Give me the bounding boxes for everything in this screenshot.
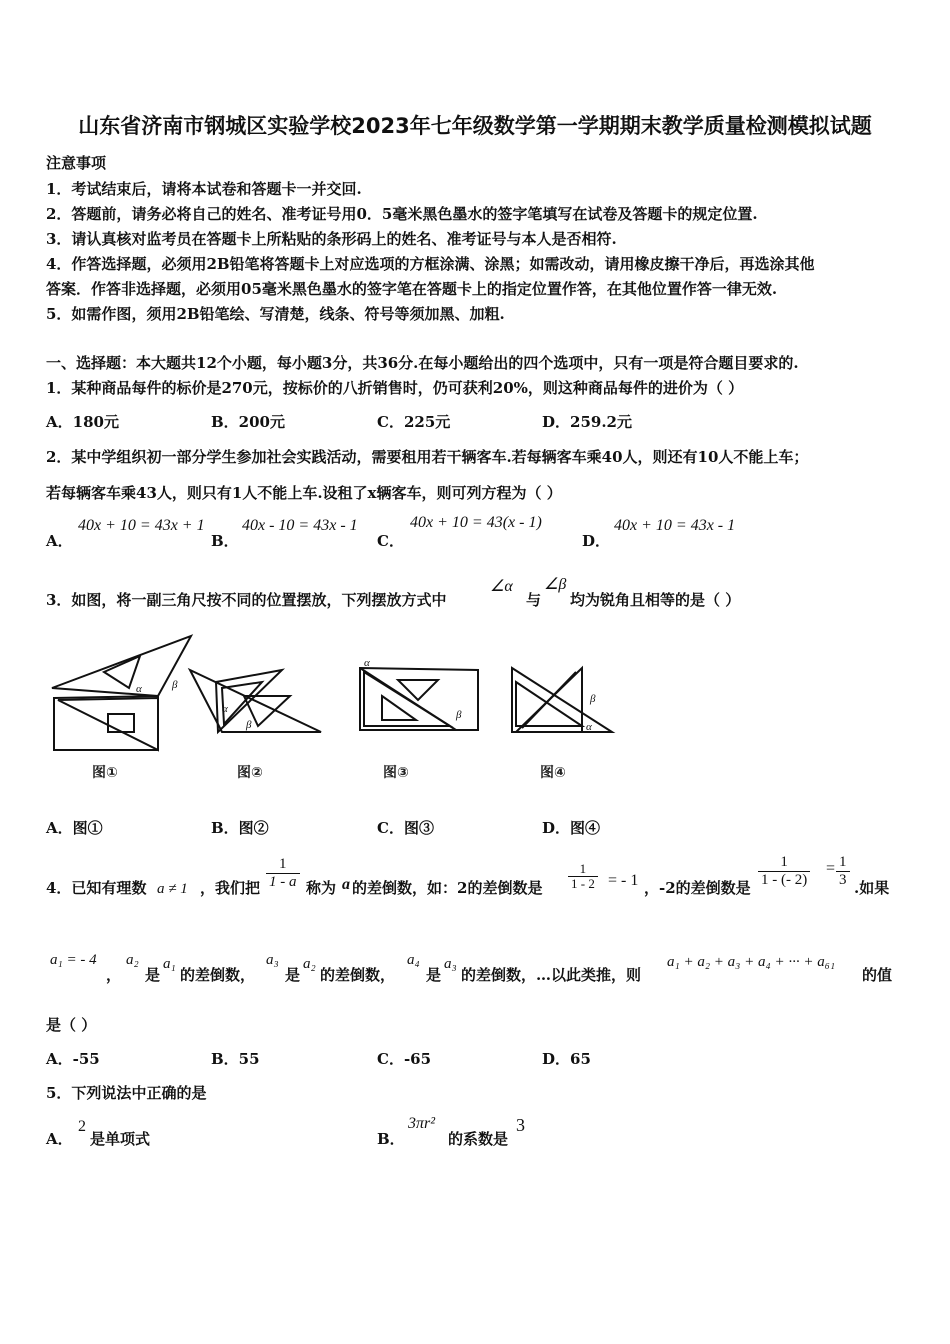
q4-example1-result: = - 1: [608, 872, 639, 889]
q4-example1-fraction: [568, 862, 598, 892]
q4-option-a: A．-55: [46, 1050, 100, 1068]
q4-option-d: D．65: [542, 1050, 591, 1068]
fig2-beta-label: β: [246, 719, 252, 731]
q1-option-d: D．259.2元: [542, 413, 632, 431]
q5-option-b-label: B．: [377, 1130, 405, 1148]
fraction-denominator: 1 - a: [266, 873, 300, 891]
q4-a2-ref: a₂: [303, 956, 316, 972]
q5-option-a-math: 2: [78, 1118, 86, 1135]
section-heading: 一、选择题：本大题共12个小题，每小题3分，共36分.在每小题给出的四个选项中，只有一项是符合题目要求的.: [46, 354, 799, 372]
q4-a2: a₂: [126, 952, 139, 968]
fig4-alpha-label: α: [586, 721, 592, 733]
q2-option-c-formula: 40x + 10 = 43(x - 1): [410, 514, 542, 531]
figure-1: [52, 636, 191, 750]
q1-option-c: C．225元: [377, 413, 451, 431]
fig1-beta-label: β: [172, 679, 178, 691]
q4-a1-ref: a₁: [163, 956, 176, 972]
question-2-stem-line1: 2．某中学组织初一部分学生参加社会实践活动，需要租用若干辆客车.若每辆客车乘40人，则还有10人不能上车；: [46, 448, 809, 466]
fig2-alpha-label: α: [222, 703, 228, 715]
q4-sum-expression: a₁ + a₂ + a₃ + a₄ + ··· + a₆₁: [667, 954, 836, 970]
q4-line3: 是（ ）: [46, 1016, 97, 1034]
q3-figures: [46, 628, 626, 788]
notice-item: 3．请认真核对监考员在答题卡上所粘贴的条形码上的姓名、准考证号与本人是否相符.: [46, 230, 617, 248]
q4-line2-end: 的值: [862, 966, 893, 984]
q4-option-c: C．-65: [377, 1050, 432, 1068]
q4-stem-part5: .如果: [854, 879, 890, 897]
q2-option-a-label: A．: [46, 532, 73, 550]
figure-caption-2: 图②: [237, 765, 263, 781]
fraction-denominator: 1 - (- 2): [758, 871, 810, 889]
figure-2: [190, 670, 321, 732]
q4-difference-reciprocal-fraction: [266, 856, 300, 890]
q5-option-a-text: 是单项式: [90, 1130, 151, 1148]
question-5-stem: 5．下列说法中正确的是: [46, 1084, 207, 1102]
fraction-numerator: 1: [839, 854, 847, 870]
q4-option-b: B．55: [211, 1050, 260, 1068]
fig1-alpha-label: α: [136, 683, 142, 695]
q3-option-b: B．图②: [211, 819, 269, 837]
fig3-beta-label: β: [456, 709, 462, 721]
fraction-numerator: 1: [279, 856, 287, 872]
q4-a3: a₃: [266, 952, 279, 968]
q3-option-c: C．图③: [377, 819, 434, 837]
notice-item: 5．如需作图，须用2B铅笔绘、写清楚，线条、符号等须加黑、加粗.: [46, 305, 505, 323]
q4-stem-part1: 4．已知有理数: [46, 879, 147, 897]
figure-caption-3: 图③: [383, 765, 409, 781]
q3-angle-beta: ∠β: [544, 576, 567, 593]
q1-option-b: B．200元: [211, 413, 285, 431]
notice-item: 答案．作答非选择题，必须用05毫米黑色墨水的签字笔在答题卡上的指定位置作答，在其他位置作答一律无效.: [46, 280, 778, 298]
q3-angle-alpha: ∠α: [490, 578, 513, 595]
q4-example2-fraction: [758, 854, 810, 888]
q2-option-d-formula: 40x + 10 = 43x - 1: [614, 517, 736, 534]
question-3-stem-b: 均为锐角且相等的是（ ）: [570, 591, 741, 609]
fig4-beta-label: β: [590, 693, 596, 705]
q4-example2-equals: =: [826, 860, 836, 877]
q5-option-b-math: 3πr²: [408, 1115, 436, 1132]
q4-line2-text2: 的差倒数，: [320, 966, 396, 984]
fraction-numerator: 1: [780, 854, 788, 870]
question-3-stem-a: 3．如图，将一副三角尺按不同的位置摆放，下列摆放方式中: [46, 591, 447, 609]
notice-heading: 注意事项: [46, 154, 107, 172]
q4-stem-var-a: a: [342, 876, 350, 893]
q4-stem-part4: ，-2的差倒数是: [644, 879, 751, 897]
q2-option-b-formula: 40x - 10 = 43x - 1: [242, 517, 358, 534]
q3-option-d: D．图④: [542, 819, 601, 837]
q4-stem-part2: ，我们把: [200, 879, 261, 897]
q2-option-b-label: B．: [211, 532, 239, 550]
figure-caption-1: 图①: [92, 765, 118, 781]
q1-option-a: A．180元: [46, 413, 119, 431]
q4-stem-part3b: 的差倒数，如：2的差倒数是: [352, 879, 543, 897]
q4-line2-text3: 的差倒数，…以此类推，则: [461, 966, 642, 984]
q4-line2-is: 是: [145, 966, 161, 984]
q2-option-a-formula: 40x + 10 = 43x + 1: [78, 517, 205, 534]
figure-4: [512, 668, 612, 732]
fraction-denominator: 1 - 2: [568, 876, 598, 891]
q4-line2-is3: 是: [426, 966, 442, 984]
q5-option-b-text: 的系数是: [448, 1130, 509, 1148]
q4-example2-result-fraction: [836, 854, 850, 888]
question-2-stem-line2: 若每辆客车乘43人，则只有1人不能上车.设租了x辆客车，则可列方程为（ ）: [46, 484, 562, 502]
q2-option-d-label: D．: [582, 532, 611, 550]
q4-condition: a ≠ 1: [157, 881, 188, 897]
fraction-numerator: 1: [579, 861, 587, 876]
q4-a4: a₄: [407, 952, 420, 968]
q5-option-a-label: A．: [46, 1130, 73, 1148]
question-1-stem: 1．某种商品每件的标价是270元，按标价的八折销售时，仍可获利20%，则这种商品每件的进价为（ ）: [46, 379, 744, 397]
q4-line2-is2: 是: [285, 966, 301, 984]
q4-stem-part3: 称为: [306, 879, 337, 897]
notice-item: 4．作答选择题，必须用2B铅笔将答题卡上对应选项的方框涂满、涂黑；如需改动，请用橡皮擦干净后，再选涂其他: [46, 255, 815, 273]
q5-option-b-value: 3: [516, 1115, 525, 1135]
q4-a3-ref: a₃: [444, 956, 457, 972]
q4-line2-text1: 的差倒数，: [180, 966, 256, 984]
notice-item: 1．考试结束后，请将本试卷和答题卡一并交回.: [46, 180, 362, 198]
page-title: 山东省济南市钢城区实验学校2023年七年级数学第一学期期末教学质量检测模拟试题: [78, 114, 872, 138]
q3-stem-and: 与: [526, 591, 542, 609]
q2-option-c-label: C．: [377, 532, 404, 550]
figure-caption-4: 图④: [540, 765, 566, 781]
notice-item: 2．答题前，请务必将自己的姓名、准考证号用0．5毫米黑色墨水的签字笔填写在试卷及答题卡的规定位置.: [46, 205, 758, 223]
q4-line2-sep: ，: [106, 966, 122, 984]
q4-a1-value: a₁ = - 4: [50, 952, 97, 968]
fraction-denominator: 3: [836, 871, 850, 889]
q3-option-a: A．图①: [46, 819, 103, 837]
fig3-alpha-label: α: [364, 657, 370, 669]
